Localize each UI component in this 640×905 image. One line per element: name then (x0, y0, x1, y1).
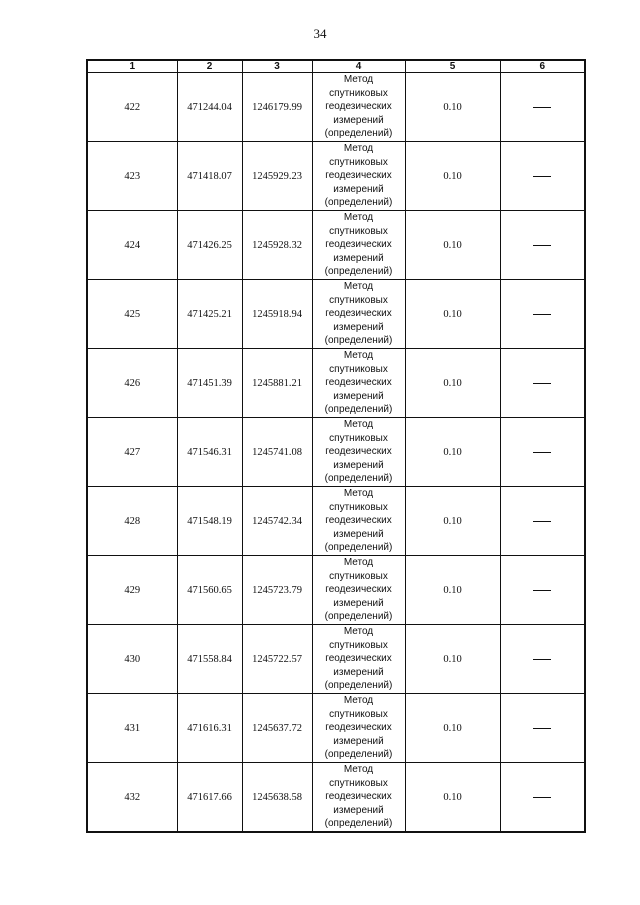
note-cell (500, 418, 585, 487)
x-coordinate-cell: 471546.31 (177, 418, 242, 487)
dash-mark (533, 107, 551, 108)
table-header-row (87, 60, 585, 73)
note-cell (500, 763, 585, 833)
point-number-cell: 427 (87, 418, 177, 487)
dash-mark (533, 659, 551, 660)
table-body (87, 73, 585, 833)
method-cell: Метод спутниковых геодезических измерений (определений) (312, 211, 405, 280)
method-cell: Метод спутниковых геодезических измерений (определений) (312, 73, 405, 142)
table-row (87, 763, 585, 833)
dash-mark (533, 728, 551, 729)
note-cell (500, 142, 585, 211)
column-header: 5 (405, 60, 500, 73)
note-cell (500, 694, 585, 763)
y-coordinate-cell: 1245881.21 (242, 349, 312, 418)
page-number: 34 (313, 26, 327, 41)
point-number-cell: 428 (87, 487, 177, 556)
accuracy-cell: 0.10 (405, 625, 500, 694)
x-coordinate-cell: 471560.65 (177, 556, 242, 625)
note-cell (500, 73, 585, 142)
column-header: 4 (312, 60, 405, 73)
method-cell: Метод спутниковых геодезических измерений (определений) (312, 694, 405, 763)
column-header: 6 (500, 60, 585, 73)
accuracy-cell: 0.10 (405, 418, 500, 487)
table-row (87, 349, 585, 418)
y-coordinate-cell: 1245928.32 (242, 211, 312, 280)
dash-mark (533, 452, 551, 453)
table-row (87, 418, 585, 487)
column-header: 2 (177, 60, 242, 73)
note-cell (500, 349, 585, 418)
dash-mark (533, 314, 551, 315)
table-row (87, 625, 585, 694)
table-row (87, 556, 585, 625)
accuracy-cell: 0.10 (405, 349, 500, 418)
x-coordinate-cell: 471244.04 (177, 73, 242, 142)
x-coordinate-cell: 471548.19 (177, 487, 242, 556)
y-coordinate-cell: 1245722.57 (242, 625, 312, 694)
x-coordinate-cell: 471426.25 (177, 211, 242, 280)
table-row (87, 211, 585, 280)
accuracy-cell: 0.10 (405, 694, 500, 763)
point-number-cell: 423 (87, 142, 177, 211)
note-cell (500, 556, 585, 625)
table-row (87, 694, 585, 763)
dash-mark (533, 521, 551, 522)
point-number-cell: 430 (87, 625, 177, 694)
y-coordinate-cell: 1245742.34 (242, 487, 312, 556)
table-row (87, 487, 585, 556)
note-cell (500, 280, 585, 349)
table-row (87, 142, 585, 211)
point-number-cell: 432 (87, 763, 177, 833)
column-header: 3 (242, 60, 312, 73)
table-row (87, 280, 585, 349)
point-number-cell: 429 (87, 556, 177, 625)
point-number-cell: 424 (87, 211, 177, 280)
method-cell: Метод спутниковых геодезических измерений (определений) (312, 418, 405, 487)
point-number-cell: 426 (87, 349, 177, 418)
table-row (87, 73, 585, 142)
y-coordinate-cell: 1245929.23 (242, 142, 312, 211)
method-cell: Метод спутниковых геодезических измерений (определений) (312, 349, 405, 418)
method-cell: Метод спутниковых геодезических измерений (определений) (312, 487, 405, 556)
dash-mark (533, 590, 551, 591)
x-coordinate-cell: 471617.66 (177, 763, 242, 833)
y-coordinate-cell: 1245723.79 (242, 556, 312, 625)
note-cell (500, 487, 585, 556)
method-cell: Метод спутниковых геодезических измерений (определений) (312, 556, 405, 625)
y-coordinate-cell: 1245637.72 (242, 694, 312, 763)
x-coordinate-cell: 471418.07 (177, 142, 242, 211)
method-cell: Метод спутниковых геодезических измерений (определений) (312, 280, 405, 349)
method-cell: Метод спутниковых геодезических измерений (определений) (312, 763, 405, 833)
x-coordinate-cell: 471451.39 (177, 349, 242, 418)
note-cell (500, 625, 585, 694)
accuracy-cell: 0.10 (405, 556, 500, 625)
point-number-cell: 431 (87, 694, 177, 763)
dash-mark (533, 245, 551, 246)
x-coordinate-cell: 471616.31 (177, 694, 242, 763)
dash-mark (533, 797, 551, 798)
column-header: 1 (87, 60, 177, 73)
accuracy-cell: 0.10 (405, 73, 500, 142)
accuracy-cell: 0.10 (405, 487, 500, 556)
accuracy-cell: 0.10 (405, 142, 500, 211)
accuracy-cell: 0.10 (405, 211, 500, 280)
coordinates-table (86, 59, 586, 833)
y-coordinate-cell: 1245918.94 (242, 280, 312, 349)
point-number-cell: 425 (87, 280, 177, 349)
x-coordinate-cell: 471558.84 (177, 625, 242, 694)
dash-mark (533, 383, 551, 384)
method-cell: Метод спутниковых геодезических измерений (определений) (312, 625, 405, 694)
method-cell: Метод спутниковых геодезических измерений (определений) (312, 142, 405, 211)
accuracy-cell: 0.10 (405, 280, 500, 349)
y-coordinate-cell: 1245741.08 (242, 418, 312, 487)
dash-mark (533, 176, 551, 177)
accuracy-cell: 0.10 (405, 763, 500, 833)
y-coordinate-cell: 1246179.99 (242, 73, 312, 142)
note-cell (500, 211, 585, 280)
point-number-cell: 422 (87, 73, 177, 142)
x-coordinate-cell: 471425.21 (177, 280, 242, 349)
y-coordinate-cell: 1245638.58 (242, 763, 312, 833)
